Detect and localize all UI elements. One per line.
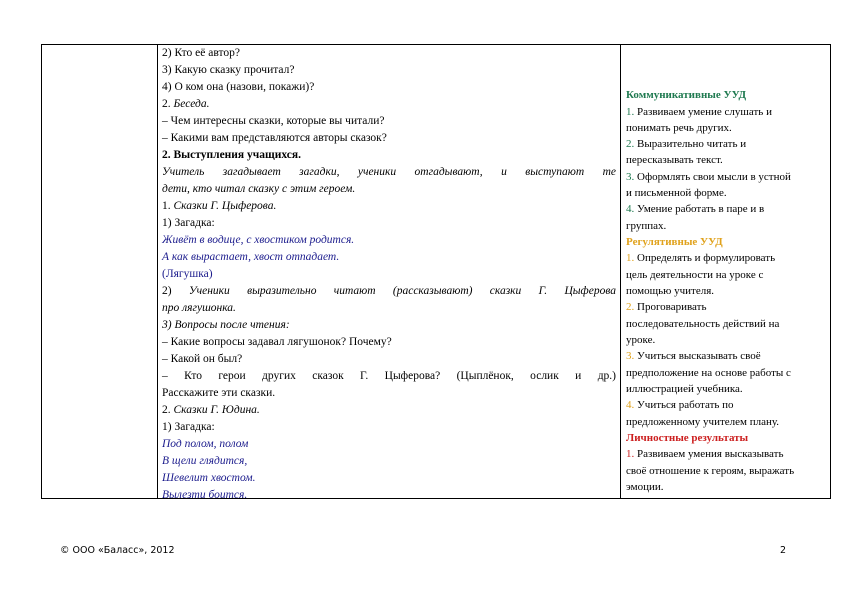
riddle-line: В щели глядится,: [162, 455, 248, 467]
lesson-line: 2) Ученики выразительно читают (рассказывают) сказки Г. Цыферова: [162, 285, 616, 297]
page-number: 2: [780, 545, 787, 556]
lesson-line: – Какими вам представляются авторы сказок?: [162, 132, 387, 144]
uud-item: и письменной форме.: [626, 187, 727, 199]
lesson-line: 1) Загадка:: [162, 421, 215, 433]
riddle-answer: (Лягушка): [162, 268, 213, 280]
uud-item: 2. Выразительно читать и: [626, 138, 747, 150]
lesson-line: Расскажите эти сказки.: [162, 387, 276, 399]
uud-item: 3. Учиться высказывать своё: [626, 350, 761, 362]
uud-item: 4. Умение работать в паре и в: [626, 203, 765, 215]
lesson-line: – Какой он был?: [162, 353, 243, 365]
lesson-heading: 2. Выступления учащихся.: [162, 149, 301, 161]
riddle-line: Шевелит хвостом.: [162, 472, 256, 484]
uud-item: понимать речь других.: [626, 122, 732, 134]
lesson-line: 1) Загадка:: [162, 217, 215, 229]
lesson-line: 4) О ком она (назови, покажи)?: [162, 81, 315, 93]
lesson-line: 2. Беседа.: [162, 98, 210, 110]
riddle-line: А как вырастает, хвост отпадает.: [162, 251, 340, 263]
lesson-line: – Какие вопросы задавал лягушонок? Почему?: [162, 336, 392, 348]
uud-item: последовательность действий на: [626, 318, 780, 330]
uud-item: своё отношение к героям, выражать: [626, 465, 795, 477]
uud-item: предположение на основе работы с: [626, 367, 791, 379]
uud-item: помощью учителя.: [626, 285, 714, 297]
lesson-line: 3) Какую сказку прочитал?: [162, 64, 295, 76]
footer-copyright: © ООО «Баласс», 2012: [60, 545, 175, 556]
riddle-line: Под полом, полом: [162, 438, 249, 450]
uud-item: 1. Определять и формулировать: [626, 252, 776, 264]
uud-column: [621, 45, 831, 498]
personal-results-title: Личностные результаты: [626, 432, 749, 444]
lesson-content-column: [158, 45, 619, 501]
riddle-line: Живёт в водице, с хвостиком родится.: [162, 234, 355, 246]
uud-item: 4. Учиться работать по: [626, 399, 734, 411]
uud-item: цель деятельности на уроке с: [626, 269, 764, 281]
uud-item: иллюстрацией учебника.: [626, 383, 743, 395]
communicative-uud-title: Коммуникативные УУД: [626, 89, 747, 101]
uud-item: 2. Проговаривать: [626, 301, 707, 313]
lesson-line: 3) Вопросы после чтения:: [162, 319, 290, 331]
uud-item: 3. Оформлять свои мысли в устной: [626, 171, 791, 183]
uud-item: группах.: [626, 220, 667, 232]
lesson-line: дети, кто читал сказку с этим героем.: [162, 183, 356, 195]
riddle-line: Вылезти боится.: [162, 489, 248, 501]
uud-item: 1. Развиваем умения высказывать: [626, 448, 784, 460]
uud-item: предложенному учителем плану.: [626, 416, 780, 428]
lesson-line: 2) Кто её автор?: [162, 47, 240, 59]
uud-item: уроке.: [626, 334, 656, 346]
lesson-line: – Чем интересны сказки, которые вы читали?: [162, 115, 385, 127]
regulative-uud-title: Регулятивные УУД: [626, 236, 723, 248]
lesson-table: [41, 44, 831, 499]
uud-item: пересказывать текст.: [626, 154, 723, 166]
lesson-line: про лягушонка.: [162, 302, 236, 314]
uud-item: эмоции.: [626, 481, 664, 493]
lesson-line: 1. Сказки Г. Цыферова.: [162, 200, 277, 212]
uud-item: 1. Развиваем умение слушать и: [626, 106, 772, 118]
lesson-line: Учитель загадывает загадки, ученики отгадывают, и выступают те: [162, 166, 616, 178]
lesson-line: 2. Сказки Г. Юдина.: [162, 404, 260, 416]
lesson-line: – Кто герои других сказок Г. Цыферова? (Цыплёнок, ослик и др.): [162, 370, 616, 382]
